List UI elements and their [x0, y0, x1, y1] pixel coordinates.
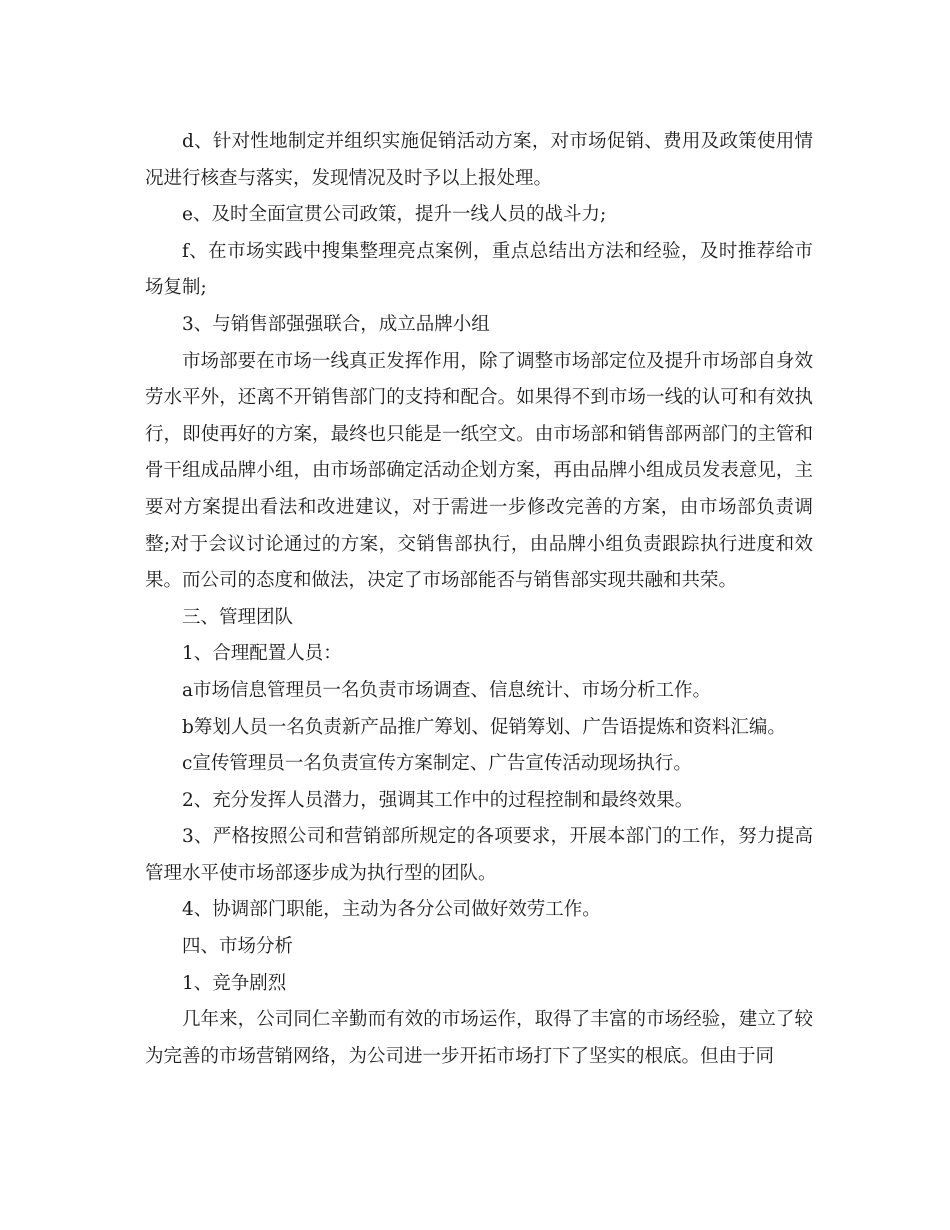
- paragraph-f-cases: f、在市场实践中搜集整理亮点案例，重点总结出方法和经验，及时推荐给市场复制;: [145, 240, 813, 299]
- section-heading-market-analysis: 四、市场分析: [182, 936, 294, 958]
- paragraph-item-4: 4、协调部门职能，主动为各分公司做好效劳工作。: [182, 899, 601, 921]
- subheading-staffing: 1、合理配置人员：: [182, 643, 342, 665]
- paragraph-d-promotion: d、针对性地制定并组织实施促销活动方案，对市场促销、费用及政策使用情况进行核查与落实，发现情况及时予以上报处理。: [145, 131, 813, 189]
- paragraph-item-2: 2、充分发挥人员潜力，强调其工作中的过程控制和最终效果。: [182, 789, 694, 811]
- paragraph-brand-team-body: 市场部要在市场一线真正发挥作用，除了调整市场部定位及提升市场部自身效劳水平外，还离不开销售部门的支持和配合。如果得不到市场一线的认可和有效执行，即使再好的方案，最终也只能是一纸空文。由市场部和销售部两部门的主管和骨干组成品牌小组，由市场部确定活动企划方案，再由品牌小组成员发表意见，主要对方案提出看法和改进建议，对于需进一步修改完善的方案，由市场部负责调整;对于会议讨论通过的方案，交销售部执行，由品牌小组负责跟踪执行进度和效果。而公司的态度和做法，决定了市场部能否与销售部实现共融和共荣。: [145, 350, 813, 592]
- section-heading-management-team: 三、管理团队: [182, 606, 294, 628]
- paragraph-competition-body: 几年来，公司同仁辛勤而有效的市场运作，取得了丰富的市场经验，建立了较为完善的市场营销网络，为公司进一步开拓市场打下了坚实的根底。但由于同: [145, 1009, 813, 1067]
- list-item-a-info-manager: a市场信息管理员一名负责市场调查、信息统计、市场分析工作。: [182, 679, 712, 701]
- paragraph-item-3: 3、严格按照公司和营销部所规定的各项要求，开展本部门的工作，努力提高管理水平使市场部逐步成为执行型的团队。: [145, 826, 813, 884]
- subheading-brand-team: 3、与销售部强强联合，成立品牌小组: [182, 313, 490, 335]
- list-item-b-planner: b筹划人员一名负责新产品推广筹划、促销筹划、广告语提炼和资料汇编。: [182, 716, 786, 738]
- paragraph-e-policy: e、及时全面宣贯公司政策，提升一线人员的战斗力;: [182, 204, 607, 226]
- subheading-competition: 1、竞争剧烈: [182, 972, 287, 994]
- document-body: [145, 124, 813, 1075]
- list-item-c-publicity: c宣传管理员一名负责宣传方案制定、广告宣传活动现场执行。: [182, 753, 692, 775]
